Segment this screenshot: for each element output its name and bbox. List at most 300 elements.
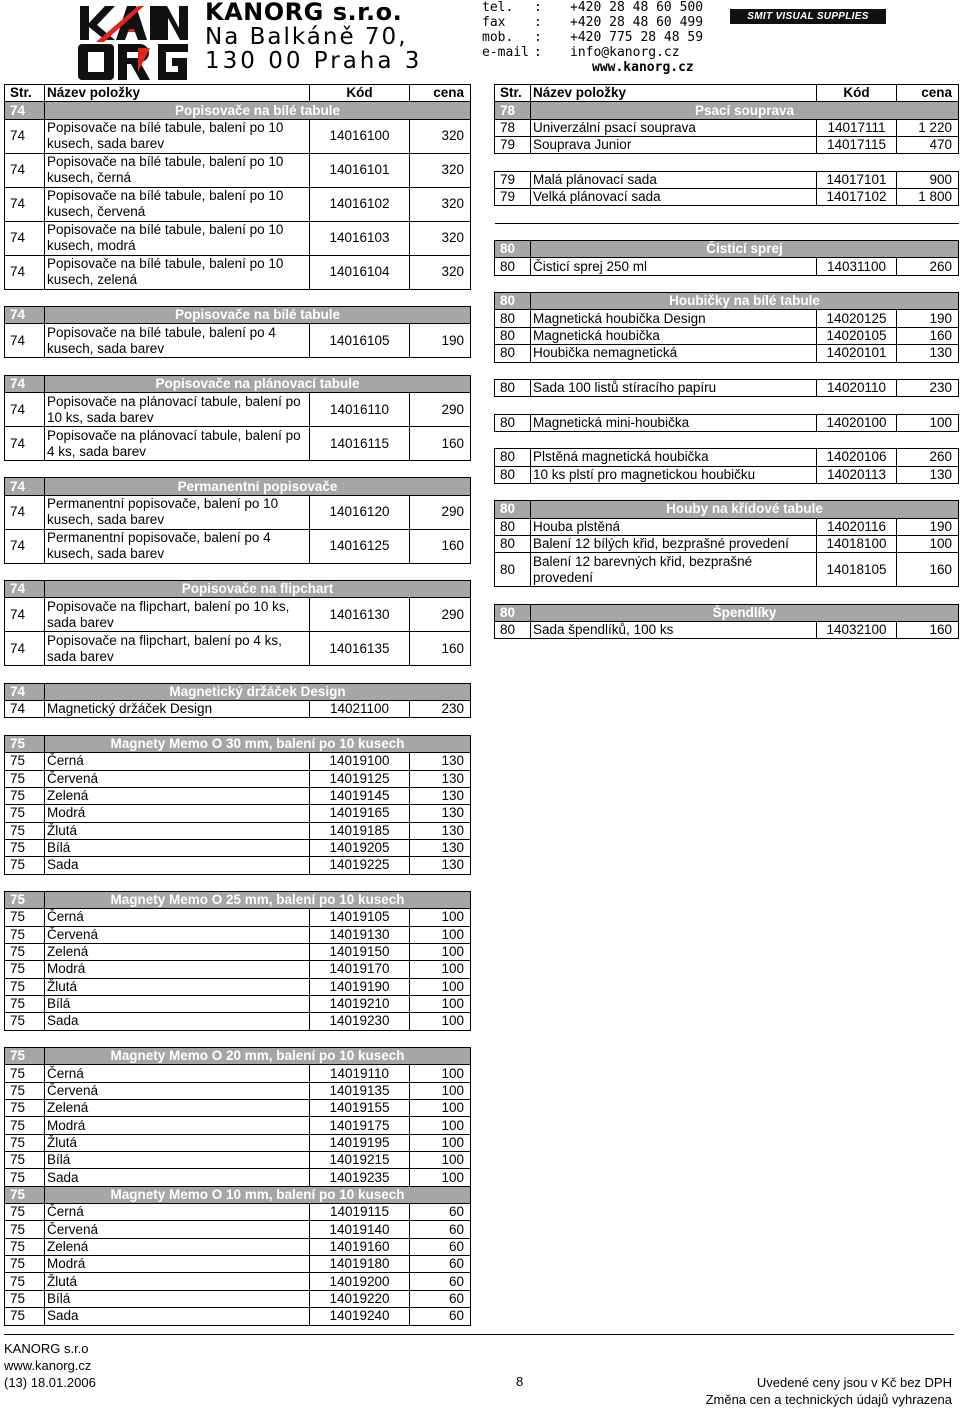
empty-cell: [495, 154, 531, 171]
section-header: [495, 501, 959, 518]
item-price: 160: [897, 621, 959, 638]
item-code: 14016102: [310, 187, 410, 221]
empty-cell: [410, 461, 471, 478]
item-price: 60: [410, 1308, 471, 1325]
footer-divider: [4, 1334, 954, 1335]
empty-cell: [531, 206, 817, 223]
item-code: 14020110: [817, 379, 897, 396]
item-page: 75: [5, 822, 45, 839]
spacer-row: [5, 874, 471, 891]
section-title: Čisticí sprej: [531, 241, 959, 258]
spacer-row: [495, 362, 959, 379]
item-code: 14016130: [310, 598, 410, 632]
item-name: Žlutá: [45, 978, 310, 995]
item-name: Popisovače na bílé tabule, balení po 4 kusech, sada barev: [45, 324, 310, 358]
empty-cell: [817, 206, 897, 223]
spacer-row: [495, 223, 959, 240]
item-name: Popisovače na flipchart, balení po 10 ks, sada barev: [45, 598, 310, 632]
item-code: 14019165: [310, 805, 410, 822]
item-code: 14019125: [310, 770, 410, 787]
table-row: [5, 393, 471, 427]
item-page: 74: [5, 255, 45, 289]
item-name: Popisovače na bílé tabule, balení po 10 kusech, zelená: [45, 255, 310, 289]
item-page: 80: [495, 345, 531, 362]
item-name: Permanentní popisovače, balení po 4 kusech, sada barev: [45, 529, 310, 563]
table-row: [5, 1134, 471, 1151]
section-title: Magnety Memo O 30 mm, balení po 10 kusech: [45, 735, 471, 752]
disclaimer-note: Změna cen a technických údajů vyhrazena: [705, 1392, 952, 1407]
empty-cell: [310, 563, 410, 580]
item-code: 14016120: [310, 495, 410, 529]
col-price: cena: [897, 85, 959, 102]
item-price: 60: [410, 1273, 471, 1290]
item-price: 260: [897, 258, 959, 275]
item-page: 75: [5, 943, 45, 960]
table-header: [5, 85, 471, 102]
item-code: 14016101: [310, 153, 410, 187]
empty-cell: [531, 223, 817, 240]
footer-left: [4, 1340, 96, 1391]
empty-cell: [817, 223, 897, 240]
item-price: 130: [410, 857, 471, 874]
item-code: 14019170: [310, 961, 410, 978]
empty-cell: [495, 223, 531, 240]
item-price: 130: [410, 805, 471, 822]
item-page: 75: [5, 787, 45, 804]
spacer-row: [5, 358, 471, 375]
item-code: 14032100: [817, 621, 897, 638]
item-price: 60: [410, 1221, 471, 1238]
contact-mobile: mob. : +420 775 28 48 59: [482, 30, 704, 45]
item-name: Balení 12 barevných křid, bezprašné provedení: [531, 553, 817, 587]
empty-cell: [410, 563, 471, 580]
footer-website[interactable]: www.kanorg.cz: [4, 1358, 92, 1373]
empty-cell: [495, 397, 531, 414]
empty-cell: [45, 874, 310, 891]
table-row: [5, 926, 471, 943]
item-name: Žlutá: [45, 1134, 310, 1151]
item-name: Zelená: [45, 1100, 310, 1117]
item-price: 230: [897, 379, 959, 396]
table-row: [5, 1100, 471, 1117]
item-price: 100: [410, 1065, 471, 1082]
item-page: 74: [5, 119, 45, 153]
section-page: 75: [5, 1048, 45, 1065]
item-code: 14016104: [310, 255, 410, 289]
table-row: [5, 961, 471, 978]
empty-cell: [410, 718, 471, 735]
empty-cell: [531, 362, 817, 379]
item-code: 14016135: [310, 632, 410, 666]
item-code: 14019235: [310, 1169, 410, 1186]
table-row: [5, 187, 471, 221]
table-row: [5, 495, 471, 529]
item-price: 320: [410, 221, 471, 255]
table-row: [5, 1082, 471, 1099]
item-code: 14016110: [310, 393, 410, 427]
empty-cell: [45, 563, 310, 580]
item-price: 160: [410, 529, 471, 563]
section-page: 80: [495, 293, 531, 310]
empty-cell: [495, 275, 531, 292]
item-name: Bílá: [45, 995, 310, 1012]
website-link[interactable]: www.kanorg.cz: [592, 60, 694, 75]
empty-cell: [45, 718, 310, 735]
item-page: 75: [5, 1273, 45, 1290]
item-page: 80: [495, 310, 531, 327]
table-row: [495, 553, 959, 587]
empty-cell: [310, 358, 410, 375]
empty-cell: [531, 587, 817, 604]
empty-cell: [310, 874, 410, 891]
spacer-row: [495, 275, 959, 292]
table-row: [495, 414, 959, 431]
item-page: 80: [495, 379, 531, 396]
spacer-row: [495, 206, 959, 223]
item-code: 14019225: [310, 857, 410, 874]
price-note: Uvedené ceny jsou v Kč bez DPH: [756, 1375, 952, 1390]
item-price: 470: [897, 137, 959, 154]
empty-cell: [897, 397, 959, 414]
item-page: 74: [5, 598, 45, 632]
item-price: 100: [410, 943, 471, 960]
table-row: [495, 466, 959, 483]
item-code: 14020105: [817, 327, 897, 344]
item-name: Červená: [45, 1082, 310, 1099]
empty-cell: [45, 461, 310, 478]
table-row: [5, 995, 471, 1012]
item-code: 14019105: [310, 909, 410, 926]
item-page: 80: [495, 414, 531, 431]
spacer-row: [5, 718, 471, 735]
table-header: [495, 85, 959, 102]
item-name: Modrá: [45, 961, 310, 978]
item-code: 14019110: [310, 1065, 410, 1082]
item-price: 60: [410, 1256, 471, 1273]
table-row: [5, 221, 471, 255]
table-row: [495, 171, 959, 188]
item-page: 75: [5, 1256, 45, 1273]
item-page: 79: [495, 171, 531, 188]
section-page: 75: [5, 891, 45, 908]
item-name: Sada: [45, 857, 310, 874]
empty-cell: [5, 289, 45, 306]
item-name: Magnetická mini-houbička: [531, 414, 817, 431]
contact-fax: fax : +420 28 48 60 499: [482, 15, 704, 30]
empty-cell: [495, 431, 531, 448]
empty-cell: [897, 154, 959, 171]
item-page: 80: [495, 258, 531, 275]
table-row: [5, 701, 471, 718]
section-header: [5, 102, 471, 119]
item-code: 14020125: [817, 310, 897, 327]
item-code: 14021100: [310, 701, 410, 718]
contact-block: [482, 0, 732, 75]
table-row: [5, 909, 471, 926]
address-street: Na Balkáně 70,: [205, 24, 408, 50]
empty-cell: [310, 1030, 410, 1047]
col-str: Str.: [495, 85, 531, 102]
item-page: 75: [5, 1013, 45, 1030]
empty-cell: [531, 483, 817, 500]
spacer-row: [5, 1030, 471, 1047]
item-page: 78: [495, 119, 531, 136]
item-page: 80: [495, 621, 531, 638]
item-name: Zelená: [45, 943, 310, 960]
item-name: Modrá: [45, 805, 310, 822]
spacer-row: [495, 431, 959, 448]
item-page: 75: [5, 1308, 45, 1325]
item-code: 14016125: [310, 529, 410, 563]
item-name: Černá: [45, 1065, 310, 1082]
item-page: 75: [5, 1221, 45, 1238]
empty-cell: [897, 206, 959, 223]
item-name: Žlutá: [45, 1273, 310, 1290]
item-name: Sada 100 listů stíracího papíru: [531, 379, 817, 396]
section-header: [5, 1186, 471, 1203]
section-page: 74: [5, 307, 45, 324]
smit-logo: SMIT VISUAL SUPPLIES: [730, 9, 886, 24]
item-code: 14020106: [817, 449, 897, 466]
item-page: 75: [5, 770, 45, 787]
item-code: 14020101: [817, 345, 897, 362]
item-page: 75: [5, 961, 45, 978]
item-page: 75: [5, 1238, 45, 1255]
item-name: Plstěná magnetická houbička: [531, 449, 817, 466]
section-title: Popisovače na bílé tabule: [45, 307, 471, 324]
table-row: [5, 943, 471, 960]
item-code: 14019210: [310, 995, 410, 1012]
table-row: [495, 379, 959, 396]
section-header: [5, 735, 471, 752]
col-name: Název položky: [45, 85, 310, 102]
company-name: KANORG s.r.o.: [205, 0, 403, 26]
table-row: [5, 753, 471, 770]
item-price: 100: [410, 1169, 471, 1186]
item-code: 14017102: [817, 189, 897, 206]
item-name: Velká plánovací sada: [531, 189, 817, 206]
item-name: Bílá: [45, 1290, 310, 1307]
section-header: [5, 375, 471, 392]
item-code: 14019100: [310, 753, 410, 770]
footer-company: KANORG s.r.o: [4, 1341, 89, 1356]
item-price: 290: [410, 393, 471, 427]
empty-cell: [495, 362, 531, 379]
item-name: Popisovače na flipchart, balení po 4 ks, sada barev: [45, 632, 310, 666]
empty-cell: [310, 289, 410, 306]
empty-cell: [410, 358, 471, 375]
item-name: Houbička nemagnetická: [531, 345, 817, 362]
item-price: 130: [897, 466, 959, 483]
item-name: Zelená: [45, 787, 310, 804]
section-header: [5, 478, 471, 495]
item-name: Magnetický držáček Design: [45, 701, 310, 718]
table-row: [5, 770, 471, 787]
section-title: Houby na křídové tabule: [531, 501, 959, 518]
item-price: 320: [410, 153, 471, 187]
empty-cell: [5, 358, 45, 375]
spacer-row: [495, 587, 959, 604]
item-code: 14019145: [310, 787, 410, 804]
item-code: 14016103: [310, 221, 410, 255]
empty-cell: [817, 275, 897, 292]
empty-cell: [897, 431, 959, 448]
item-page: 75: [5, 1065, 45, 1082]
empty-cell: [5, 874, 45, 891]
item-code: 14017111: [817, 119, 897, 136]
empty-cell: [897, 587, 959, 604]
item-code: 14017115: [817, 137, 897, 154]
empty-cell: [310, 666, 410, 683]
table-row: [5, 1117, 471, 1134]
table-row: [5, 839, 471, 856]
item-page: 75: [5, 753, 45, 770]
table-row: [495, 345, 959, 362]
empty-cell: [5, 563, 45, 580]
section-header: [5, 891, 471, 908]
item-code: 14031100: [817, 258, 897, 275]
spacer-row: [5, 563, 471, 580]
table-row: [5, 1290, 471, 1307]
section-header: [5, 1048, 471, 1065]
item-price: 100: [410, 1134, 471, 1151]
col-str: Str.: [5, 85, 45, 102]
item-price: 100: [410, 1152, 471, 1169]
empty-cell: [410, 289, 471, 306]
item-name: Malá plánovací sada: [531, 171, 817, 188]
item-price: 100: [410, 909, 471, 926]
table-row: [5, 1238, 471, 1255]
item-page: 80: [495, 535, 531, 552]
table-row: [5, 805, 471, 822]
item-page: 75: [5, 1152, 45, 1169]
section-page: 80: [495, 501, 531, 518]
table-row: [5, 153, 471, 187]
contact-email[interactable]: e-mail : info@kanorg.cz: [482, 45, 680, 60]
empty-cell: [5, 461, 45, 478]
empty-cell: [897, 223, 959, 240]
item-name: Čisticí sprej 250 ml: [531, 258, 817, 275]
item-page: 80: [495, 518, 531, 535]
item-price: 1 800: [897, 189, 959, 206]
item-name: Sada: [45, 1308, 310, 1325]
table-row: [5, 1013, 471, 1030]
table-row: [495, 449, 959, 466]
item-page: 75: [5, 1169, 45, 1186]
item-code: 14019160: [310, 1238, 410, 1255]
spacer-row: [5, 289, 471, 306]
table-row: [5, 822, 471, 839]
section-page: 74: [5, 478, 45, 495]
section-header: [5, 307, 471, 324]
col-code: Kód: [817, 85, 897, 102]
section-title: Psací souprava: [531, 102, 959, 119]
item-price: 100: [410, 1117, 471, 1134]
price-list-right: [494, 84, 959, 639]
table-row: [495, 535, 959, 552]
item-page: 74: [5, 495, 45, 529]
section-header: [5, 683, 471, 700]
section-header: [495, 293, 959, 310]
section-page: 80: [495, 241, 531, 258]
empty-cell: [817, 397, 897, 414]
table-row: [5, 119, 471, 153]
item-price: 290: [410, 598, 471, 632]
item-price: 60: [410, 1290, 471, 1307]
empty-cell: [5, 1030, 45, 1047]
item-price: 100: [897, 535, 959, 552]
section-title: Popisovače na plánovací tabule: [45, 375, 471, 392]
empty-cell: [495, 206, 531, 223]
item-code: 14019150: [310, 943, 410, 960]
item-name: Popisovače na plánovací tabule, balení po 4 ks, sada barev: [45, 427, 310, 461]
item-price: 130: [410, 753, 471, 770]
item-price: 60: [410, 1238, 471, 1255]
item-page: 75: [5, 978, 45, 995]
item-name: Permanentní popisovače, balení po 10 kusech, sada barev: [45, 495, 310, 529]
item-name: Bílá: [45, 839, 310, 856]
item-code: 14019195: [310, 1134, 410, 1151]
item-code: 14019135: [310, 1082, 410, 1099]
table-row: [5, 1065, 471, 1082]
item-name: 10 ks plstí pro magnetickou houbičku: [531, 466, 817, 483]
item-page: 74: [5, 187, 45, 221]
item-page: 75: [5, 1117, 45, 1134]
section-title: Magnety Memo O 20 mm, balení po 10 kusech: [45, 1048, 471, 1065]
kanorg-logo: [78, 2, 198, 82]
item-price: 190: [897, 518, 959, 535]
item-code: 14019155: [310, 1100, 410, 1117]
item-price: 160: [897, 327, 959, 344]
table-row: [495, 137, 959, 154]
item-price: 100: [410, 978, 471, 995]
item-page: 75: [5, 926, 45, 943]
section-title: Permanentní popisovače: [45, 478, 471, 495]
empty-cell: [45, 1030, 310, 1047]
empty-cell: [310, 461, 410, 478]
item-page: 75: [5, 1290, 45, 1307]
empty-cell: [45, 358, 310, 375]
spacer-row: [5, 666, 471, 683]
item-price: 160: [410, 427, 471, 461]
col-name: Název položky: [531, 85, 817, 102]
section-title: Houbičky na bílé tabule: [531, 293, 959, 310]
empty-cell: [817, 362, 897, 379]
letterhead: [0, 0, 960, 84]
item-name: Černá: [45, 909, 310, 926]
table-row: [5, 857, 471, 874]
table-row: [5, 1169, 471, 1186]
empty-cell: [410, 874, 471, 891]
item-page: 79: [495, 189, 531, 206]
item-price: 160: [410, 632, 471, 666]
item-price: 100: [410, 1013, 471, 1030]
item-name: Univerzální psací souprava: [531, 119, 817, 136]
item-price: 100: [410, 926, 471, 943]
item-code: 14019185: [310, 822, 410, 839]
item-code: 14019130: [310, 926, 410, 943]
item-page: 75: [5, 1082, 45, 1099]
item-code: 14019230: [310, 1013, 410, 1030]
item-name: Souprava Junior: [531, 137, 817, 154]
item-code: 14019115: [310, 1204, 410, 1221]
empty-cell: [531, 397, 817, 414]
item-price: 100: [410, 1100, 471, 1117]
table-row: [5, 1256, 471, 1273]
empty-cell: [817, 154, 897, 171]
contact-tel: tel. : +420 28 48 60 500: [482, 0, 704, 15]
item-page: 75: [5, 839, 45, 856]
